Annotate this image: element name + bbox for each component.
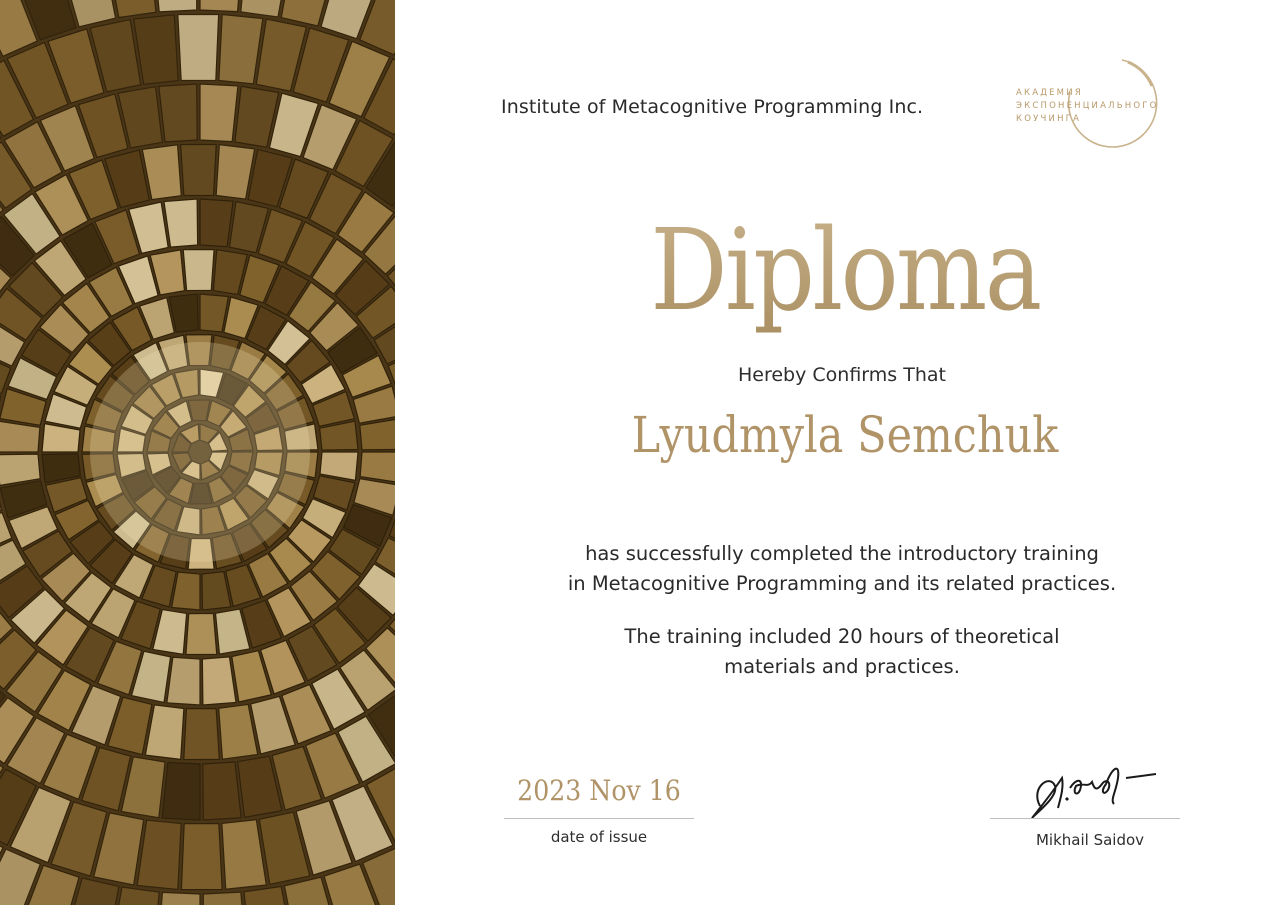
issue-date-caption: date of issue <box>550 828 648 846</box>
confirmation-text: Hereby Confirms That <box>738 364 946 386</box>
signature-rule <box>990 818 1180 819</box>
diploma-title: Diploma <box>600 196 1090 346</box>
mosaic-pattern <box>0 0 395 905</box>
recipient-name: Lyudmyla Semchuk <box>631 406 1059 464</box>
logo-text-line-2: ЭКСПОНЕНЦИАЛЬНОГО <box>1016 101 1159 111</box>
issue-date-rule <box>504 818 694 819</box>
organization-name: Institute of Metacognitive Programming Inc. <box>501 96 924 118</box>
completion-text-line-1: has successfully completed the introductory training <box>585 542 1099 565</box>
training-hours-text-line-2: materials and practices. <box>724 655 960 678</box>
academy-logo <box>1010 50 1200 150</box>
logo-text-line-3: КОУЧИНГА <box>1016 114 1082 124</box>
handwritten-signature <box>1010 748 1170 828</box>
completion-text-line-2: in Metacognitive Programming and its related practices. <box>567 572 1117 595</box>
issue-date: 2023 Nov 16 <box>517 774 681 807</box>
logo-text-line-1: АКАДЕМИЯ <box>1016 88 1083 98</box>
training-hours-text-line-1: The training included 20 hours of theoretical <box>624 625 1060 648</box>
signer-name: Mikhail Saidov <box>1035 831 1145 849</box>
decorative-mosaic-panel <box>0 0 395 905</box>
